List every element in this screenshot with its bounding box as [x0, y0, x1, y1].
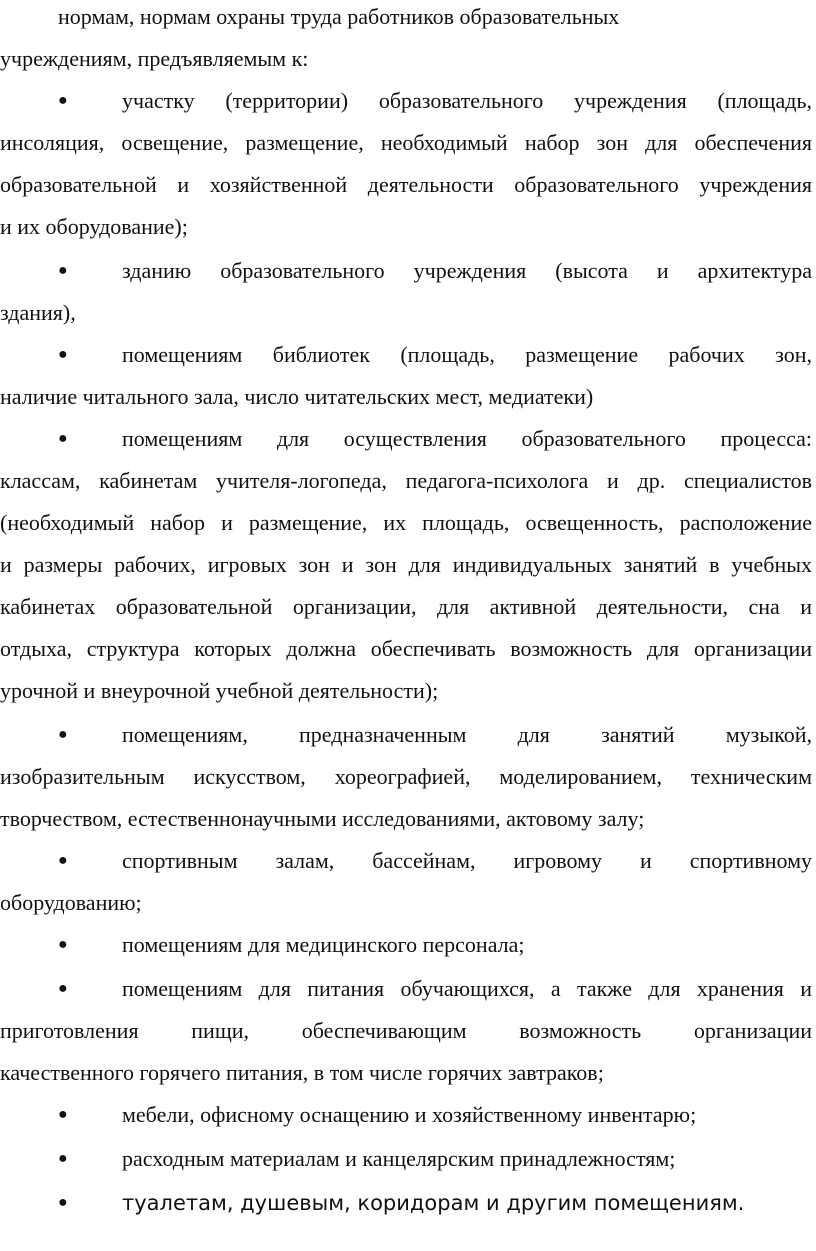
list-item-first-line: помещениям для питания обучающихся, а также для хранения и	[122, 976, 812, 1001]
bullet-icon: ●	[58, 92, 68, 109]
list-item-line: и размеры рабочих, игровых зон и зон для индивидуальных занятий в учебных	[0, 552, 812, 577]
bullet-icon: ●	[58, 262, 68, 279]
list-item-line: (необходимый набор и размещение, их площадь, освещенность, расположение	[0, 510, 812, 535]
bullet-icon: ●	[58, 726, 68, 743]
list-item-line: инсоляция, освещение, размещение, необходимый набор зон для обеспечения	[0, 130, 812, 155]
list-item-line: творчеством, естественнонаучными исследованиями, актовому залу;	[0, 806, 645, 831]
list-item-first-line: мебели, офисному оснащению и хозяйственному инвентарю;	[122, 1102, 697, 1127]
list-item-line: классам, кабинетам учителя-логопеда, педагога-психолога и др. специалистов	[0, 468, 812, 493]
intro-line-1: нормам, нормам охраны труда работников образовательных	[58, 4, 620, 29]
intro-line-2: учреждениям, предъявляемым к:	[0, 46, 309, 71]
list-item-line: изобразительным искусством, хореографией, моделированием, техническим	[0, 764, 812, 789]
list-item-first-line: помещениям для медицинского персонала;	[122, 932, 525, 957]
list-item-first-line: зданию образовательного учреждения (высота и архитектура	[122, 258, 812, 283]
bullet-icon: ●	[58, 346, 68, 363]
bullet-icon: ●	[58, 936, 68, 953]
bullet-icon: ●	[58, 430, 68, 447]
list-item-line: образовательной и хозяйственной деятельности образовательного учреждения	[0, 172, 812, 197]
bullet-icon: ●	[58, 1106, 68, 1123]
bullet-icon: ●	[58, 852, 68, 869]
list-item-line: отдыха, структура которых должна обеспечивать возможность для организации	[0, 636, 812, 661]
bullet-icon: ●	[58, 1194, 68, 1211]
list-item-line: приготовления пищи, обеспечивающим возможность организации	[0, 1018, 812, 1043]
bullet-icon: ●	[58, 980, 68, 997]
list-item-line: кабинетах образовательной организации, для активной деятельности, сна и	[0, 594, 812, 619]
list-item-first-line: расходным материалам и канцелярским принадлежностям;	[122, 1146, 676, 1171]
list-item-first-line: участку (территории) образовательного учреждения (площадь,	[122, 88, 812, 113]
list-item-first-line: помещениям, предназначенным для занятий музыкой,	[122, 722, 812, 747]
list-item-line: и их оборудование);	[0, 214, 188, 239]
list-item-first-line: спортивным залам, бассейнам, игровому и спортивному	[122, 848, 812, 873]
list-item-first-line: помещениям для осуществления образовательного процесса:	[122, 426, 812, 451]
list-item-first-line: туалетам, душевым, коридорам и другим помещениям.	[122, 1191, 745, 1215]
list-item-line: здания),	[0, 300, 76, 325]
list-item-line: урочной и внеурочной учебной деятельности);	[0, 678, 439, 703]
list-item-line: наличие читального зала, число читательских мест, медиатеки)	[0, 384, 594, 409]
list-item-line: оборудованию;	[0, 890, 142, 915]
bullet-icon: ●	[58, 1150, 68, 1167]
list-item-first-line: помещениям библиотек (площадь, размещение рабочих зон,	[122, 342, 812, 367]
list-item-line: качественного горячего питания, в том числе горячих завтраков;	[0, 1060, 604, 1085]
